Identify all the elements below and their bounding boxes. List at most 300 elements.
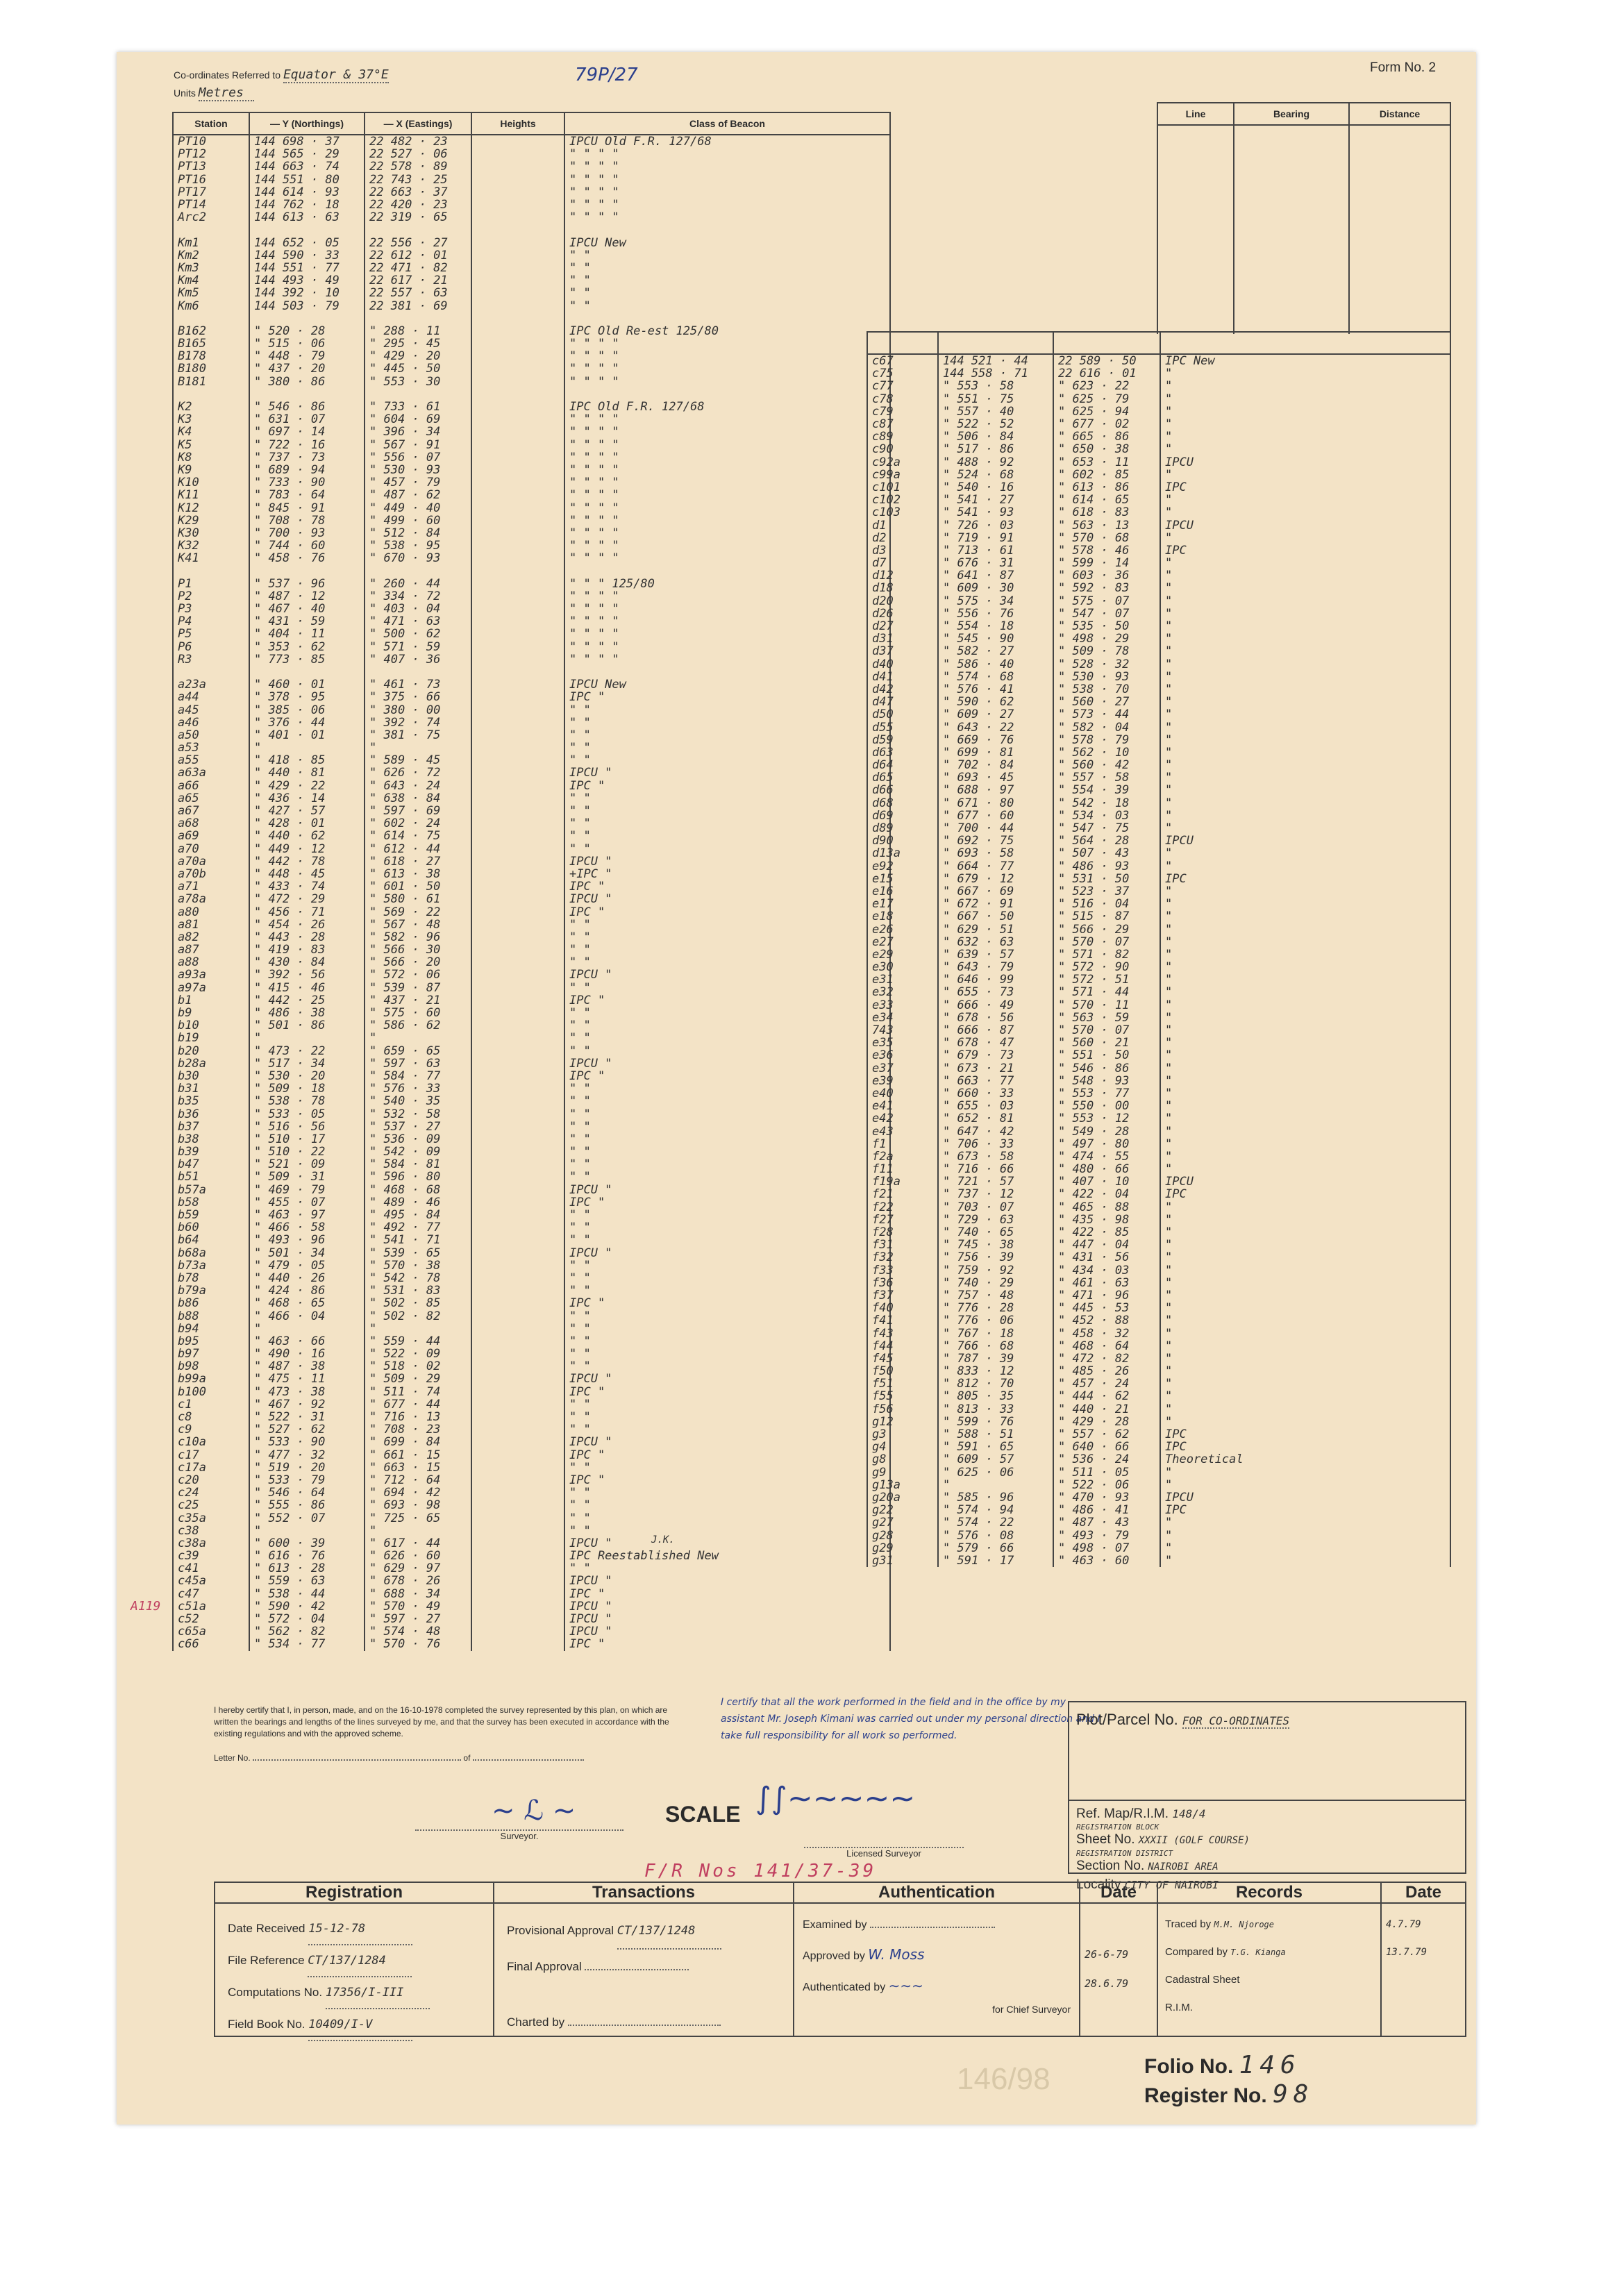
height-cell bbox=[471, 1335, 564, 1348]
station-cell: b97 bbox=[173, 1348, 249, 1360]
northing-cell: " 833 · 12 bbox=[938, 1365, 1053, 1377]
table-row bbox=[867, 1542, 1450, 1555]
height-cell bbox=[471, 174, 564, 186]
height-cell bbox=[471, 135, 564, 148]
height-cell bbox=[471, 666, 564, 678]
easting-cell: " 665 · 86 bbox=[1053, 430, 1160, 443]
northing-cell bbox=[249, 388, 365, 401]
northing-cell: " 501 · 34 bbox=[249, 1247, 365, 1259]
station-cell: P1 bbox=[173, 578, 249, 590]
easting-cell: " 422 · 85 bbox=[1053, 1226, 1160, 1239]
northing-cell: " 524 · 68 bbox=[938, 469, 1053, 481]
provisional-label: Provisional Approval bbox=[507, 1924, 614, 1937]
provisional-value: CT/137/1248 bbox=[617, 1913, 721, 1950]
beacon-class-cell: " " " " bbox=[564, 489, 890, 501]
fr-note: F/R Nos 141/37-39 bbox=[644, 1861, 877, 1882]
beacon-class-cell: IPCU " bbox=[564, 1247, 890, 1259]
easting-cell: " 566 · 30 bbox=[365, 944, 471, 956]
station-cell: PT12 bbox=[173, 148, 249, 160]
table-row bbox=[867, 759, 1450, 771]
easting-cell: " 670 · 93 bbox=[365, 552, 471, 564]
table-row bbox=[867, 532, 1450, 544]
northing-cell: " 546 · 86 bbox=[249, 401, 365, 413]
table-row bbox=[173, 211, 890, 224]
northing-cell: " 693 · 58 bbox=[938, 847, 1053, 860]
beacon-class-cell: " bbox=[1160, 569, 1450, 582]
height-cell bbox=[471, 919, 564, 931]
surveyor-signature-line bbox=[415, 1829, 623, 1841]
beacon-class-cell: " bbox=[1160, 771, 1450, 784]
station-cell: d20 bbox=[867, 595, 938, 607]
table-row bbox=[173, 1525, 890, 1537]
northing-cell: " 576 · 08 bbox=[938, 1529, 1053, 1541]
station-cell bbox=[173, 666, 249, 678]
northing-cell: " 469 · 79 bbox=[249, 1184, 365, 1196]
station-cell: c25 bbox=[173, 1499, 249, 1511]
beacon-class-cell: " " bbox=[564, 982, 890, 994]
table-row bbox=[867, 1555, 1450, 1567]
station-cell: K3 bbox=[173, 413, 249, 426]
northing-cell: " 378 · 95 bbox=[249, 691, 365, 703]
northing-cell: " 574 · 68 bbox=[938, 671, 1053, 683]
easting-cell: " 688 · 34 bbox=[365, 1588, 471, 1600]
easting-cell: 22 578 · 89 bbox=[365, 160, 471, 173]
station-cell: B165 bbox=[173, 337, 249, 350]
beacon-class-cell: " bbox=[1160, 405, 1450, 418]
table-row bbox=[173, 729, 890, 741]
easting-cell: " 548 · 93 bbox=[1053, 1075, 1160, 1087]
station-cell: d13a bbox=[867, 847, 938, 860]
easting-cell: " bbox=[365, 1032, 471, 1044]
northing-cell: " 534 · 77 bbox=[249, 1638, 365, 1650]
table-row bbox=[867, 1289, 1450, 1302]
northing-cell: " 553 · 58 bbox=[938, 380, 1053, 392]
table-row bbox=[867, 961, 1450, 973]
table-row bbox=[867, 1201, 1450, 1214]
northing-cell: " 443 · 28 bbox=[249, 931, 365, 944]
table-row bbox=[867, 1327, 1450, 1339]
beacon-class-cell: " bbox=[1160, 1302, 1450, 1314]
beacon-class-cell: " bbox=[1160, 1264, 1450, 1277]
northing-cell: " 672 · 91 bbox=[938, 898, 1053, 910]
northing-cell: " 740 · 29 bbox=[938, 1277, 1053, 1289]
beacon-class-cell: " bbox=[1160, 923, 1450, 935]
locality-value: CITY OF NAIROBI bbox=[1124, 1879, 1219, 1891]
northing-cell: " 591 · 17 bbox=[938, 1555, 1053, 1567]
authentication-title: Authentication bbox=[794, 1883, 1079, 1904]
northing-cell: " 419 · 83 bbox=[249, 944, 365, 956]
northing-cell: " 449 · 12 bbox=[249, 843, 365, 855]
easting-cell: " 694 · 42 bbox=[365, 1486, 471, 1499]
reg-block-label: REGISTRATION BLOCK bbox=[1076, 1822, 1160, 1832]
coordinates-table-left bbox=[172, 112, 891, 1651]
records-title: Records bbox=[1158, 1883, 1380, 1904]
station-cell: d66 bbox=[867, 784, 938, 796]
table-row bbox=[173, 919, 890, 931]
station-cell: c103 bbox=[867, 506, 938, 519]
beacon-class-cell: " " bbox=[564, 1095, 890, 1107]
table-row bbox=[173, 148, 890, 160]
table-row bbox=[173, 401, 890, 413]
register-value: 98 bbox=[1273, 2080, 1314, 2109]
station-cell: PT16 bbox=[173, 174, 249, 186]
table-row bbox=[867, 1112, 1450, 1125]
easting-cell: " 537 · 27 bbox=[365, 1121, 471, 1133]
northing-cell: " 517 · 34 bbox=[249, 1057, 365, 1070]
table-row bbox=[173, 717, 890, 729]
easting-cell: " 578 · 46 bbox=[1053, 544, 1160, 557]
easting-cell: " 571 · 44 bbox=[1053, 986, 1160, 998]
beacon-class-cell: " " bbox=[564, 754, 890, 766]
units-value: Metres bbox=[199, 85, 254, 101]
col-northings: — Y (Northings) bbox=[249, 112, 365, 135]
northing-cell: " 466 · 04 bbox=[249, 1309, 365, 1322]
station-cell: c41 bbox=[173, 1562, 249, 1575]
station-cell: g3 bbox=[867, 1428, 938, 1441]
table-row bbox=[173, 174, 890, 186]
easting-cell bbox=[365, 224, 471, 236]
station-cell: c10a bbox=[173, 1436, 249, 1448]
table-row bbox=[867, 923, 1450, 935]
easting-cell: " 575 · 07 bbox=[1053, 595, 1160, 607]
table-row bbox=[867, 1214, 1450, 1226]
table-row bbox=[867, 544, 1450, 557]
height-cell bbox=[471, 237, 564, 249]
beacon-class-cell: " bbox=[1160, 1037, 1450, 1049]
height-cell bbox=[471, 1247, 564, 1259]
surveyor-label: Surveyor. bbox=[500, 1831, 539, 1841]
height-cell bbox=[471, 1309, 564, 1322]
northing-cell: " 522 · 31 bbox=[249, 1411, 365, 1423]
station-cell: d12 bbox=[867, 569, 938, 582]
station-cell: K9 bbox=[173, 464, 249, 476]
northing-cell: " 677 · 60 bbox=[938, 810, 1053, 822]
height-cell bbox=[471, 1348, 564, 1360]
licensed-surveyor-label: Licensed Surveyor bbox=[846, 1848, 921, 1859]
northing-cell: " 538 · 78 bbox=[249, 1095, 365, 1107]
station-cell: g31 bbox=[867, 1555, 938, 1567]
beacon-class-cell: " " bbox=[564, 1360, 890, 1373]
northing-cell: " 493 · 96 bbox=[249, 1234, 365, 1246]
easting-cell: " 396 · 34 bbox=[365, 426, 471, 438]
northing-cell: " 510 · 22 bbox=[249, 1146, 365, 1158]
northing-cell: " 477 · 32 bbox=[249, 1449, 365, 1461]
beacon-class-cell: " bbox=[1160, 936, 1450, 948]
easting-cell: " 712 · 64 bbox=[365, 1474, 471, 1486]
station-cell: d37 bbox=[867, 645, 938, 657]
easting-cell: " 434 · 03 bbox=[1053, 1264, 1160, 1277]
station-cell: c51a bbox=[173, 1600, 249, 1613]
station-cell: P2 bbox=[173, 590, 249, 603]
northing-cell: " 722 · 16 bbox=[249, 439, 365, 451]
easting-cell: " 617 · 44 bbox=[365, 1537, 471, 1550]
table-row bbox=[173, 413, 890, 426]
northing-cell: " 515 · 06 bbox=[249, 337, 365, 350]
easting-cell: 22 319 · 65 bbox=[365, 211, 471, 224]
beacon-class-cell: " " bbox=[564, 1423, 890, 1436]
beacon-class-cell: " bbox=[1160, 898, 1450, 910]
northing-cell: " 458 · 76 bbox=[249, 552, 365, 564]
table-row bbox=[173, 1550, 890, 1562]
height-cell bbox=[471, 603, 564, 615]
northing-cell: 144 558 · 71 bbox=[938, 367, 1053, 380]
beacon-class-cell: " " bbox=[564, 299, 890, 312]
licensed-signature: ∫∫∼∼∼∼∼ bbox=[755, 1781, 916, 1816]
northing-cell: " 501 · 86 bbox=[249, 1019, 365, 1032]
easting-cell: " 471 · 63 bbox=[365, 615, 471, 628]
beacon-class-cell: " " bbox=[564, 1121, 890, 1133]
height-cell bbox=[471, 274, 564, 287]
station-cell: a46 bbox=[173, 717, 249, 729]
table-row bbox=[173, 464, 890, 476]
height-cell bbox=[471, 401, 564, 413]
register-label: Register No. bbox=[1144, 2084, 1267, 2107]
beacon-class-cell: IPCU " bbox=[564, 1600, 890, 1613]
easting-cell: " 440 · 21 bbox=[1053, 1403, 1160, 1416]
table-row bbox=[867, 494, 1450, 506]
easting-cell: " 534 · 03 bbox=[1053, 810, 1160, 822]
table-row bbox=[173, 1234, 890, 1246]
table-row bbox=[173, 830, 890, 842]
beacon-class-cell bbox=[564, 666, 890, 678]
height-cell bbox=[471, 905, 564, 918]
station-cell: e29 bbox=[867, 948, 938, 961]
table-row bbox=[173, 1121, 890, 1133]
station-cell: PT10 bbox=[173, 135, 249, 148]
northing-cell: " 562 · 82 bbox=[249, 1625, 365, 1638]
northing-cell: " 783 · 64 bbox=[249, 489, 365, 501]
beacon-class-cell: " bbox=[1160, 582, 1450, 594]
table-row bbox=[867, 1529, 1450, 1541]
height-cell bbox=[471, 893, 564, 905]
northing-cell: " 401 · 01 bbox=[249, 729, 365, 741]
table-row bbox=[173, 1398, 890, 1411]
northing-cell: " 436 · 14 bbox=[249, 792, 365, 805]
northing-cell: " bbox=[938, 1479, 1053, 1491]
table-row bbox=[173, 362, 890, 375]
height-cell bbox=[471, 1019, 564, 1032]
station-cell: e42 bbox=[867, 1112, 938, 1125]
station-cell: c8 bbox=[173, 1411, 249, 1423]
table-row bbox=[867, 1150, 1450, 1163]
northing-cell: " 787 · 39 bbox=[938, 1352, 1053, 1365]
station-cell: e15 bbox=[867, 873, 938, 885]
northing-cell: " 719 · 91 bbox=[938, 532, 1053, 544]
easting-cell: " 457 · 24 bbox=[1053, 1377, 1160, 1390]
beacon-class-cell: " bbox=[1160, 658, 1450, 671]
height-cell bbox=[471, 1600, 564, 1613]
station-cell: d89 bbox=[867, 822, 938, 835]
height-cell bbox=[471, 224, 564, 236]
table-row bbox=[867, 1062, 1450, 1075]
northing-cell: " 643 · 79 bbox=[938, 961, 1053, 973]
northing-cell: " 692 · 75 bbox=[938, 835, 1053, 847]
table-row bbox=[173, 1272, 890, 1284]
station-cell: d65 bbox=[867, 771, 938, 784]
northing-cell: " 467 · 40 bbox=[249, 603, 365, 615]
easting-cell: " 381 · 75 bbox=[365, 729, 471, 741]
northing-cell: " 473 · 22 bbox=[249, 1045, 365, 1057]
station-cell: f21 bbox=[867, 1188, 938, 1200]
coords-value: Equator & 37°E bbox=[283, 67, 389, 82]
station-cell: a69 bbox=[173, 830, 249, 842]
station-cell: c17a bbox=[173, 1461, 249, 1474]
file-ref-label: File Reference bbox=[228, 1954, 305, 1967]
beacon-class-cell: IPC bbox=[1160, 1188, 1450, 1200]
table-row bbox=[867, 1340, 1450, 1352]
northing-cell: " 671 · 80 bbox=[938, 797, 1053, 810]
northing-cell: 144 551 · 77 bbox=[249, 262, 365, 274]
easting-cell: " 468 · 64 bbox=[1053, 1340, 1160, 1352]
northing-cell: " 679 · 12 bbox=[938, 873, 1053, 885]
northing-cell: " 455 · 07 bbox=[249, 1196, 365, 1209]
station-cell: Arc2 bbox=[173, 211, 249, 224]
northing-cell: " 440 · 81 bbox=[249, 766, 365, 779]
beacon-class-cell: " bbox=[1160, 1365, 1450, 1377]
northing-cell: " 487 · 38 bbox=[249, 1360, 365, 1373]
northing-cell: " 700 · 44 bbox=[938, 822, 1053, 835]
station-cell: Km5 bbox=[173, 287, 249, 299]
ref-note: 79P/27 bbox=[575, 65, 638, 85]
station-cell: f44 bbox=[867, 1340, 938, 1352]
table-row bbox=[173, 1638, 890, 1650]
station-cell: d64 bbox=[867, 759, 938, 771]
station-cell: d90 bbox=[867, 835, 938, 847]
easting-cell: " 570 · 68 bbox=[1053, 532, 1160, 544]
table-row bbox=[173, 1107, 890, 1120]
station-cell: b39 bbox=[173, 1146, 249, 1158]
northing-cell: " 647 · 42 bbox=[938, 1125, 1053, 1137]
station-cell: K4 bbox=[173, 426, 249, 438]
northing-cell: " 631 · 07 bbox=[249, 413, 365, 426]
table-row bbox=[173, 666, 890, 678]
easting-cell: 22 527 · 06 bbox=[365, 148, 471, 160]
height-cell bbox=[471, 299, 564, 312]
easting-cell: " 570 · 38 bbox=[365, 1259, 471, 1272]
table-row bbox=[173, 1284, 890, 1297]
station-cell: d63 bbox=[867, 746, 938, 759]
beacon-class-cell: " bbox=[1160, 1100, 1450, 1112]
northing-cell: " 590 · 62 bbox=[938, 696, 1053, 708]
easting-cell: " 522 · 09 bbox=[365, 1348, 471, 1360]
beacon-class-cell: " bbox=[1160, 696, 1450, 708]
beacon-class-cell: " " bbox=[564, 1209, 890, 1221]
northing-cell: " 812 · 70 bbox=[938, 1377, 1053, 1390]
beacon-class-cell: " bbox=[1160, 1529, 1450, 1541]
authentication-section bbox=[794, 1883, 1080, 2036]
easting-cell: " 486 · 41 bbox=[1053, 1504, 1160, 1516]
station-cell: K2 bbox=[173, 401, 249, 413]
northing-cell: " 559 · 63 bbox=[249, 1575, 365, 1587]
table-row bbox=[867, 582, 1450, 594]
easting-cell: " 509 · 78 bbox=[1053, 645, 1160, 657]
beacon-class-cell: IPC " bbox=[564, 1196, 890, 1209]
easting-cell: " 677 · 02 bbox=[1053, 418, 1160, 430]
height-cell bbox=[471, 439, 564, 451]
northing-cell: " 759 · 92 bbox=[938, 1264, 1053, 1277]
station-cell: b30 bbox=[173, 1070, 249, 1082]
station-cell: b31 bbox=[173, 1082, 249, 1095]
northing-cell bbox=[249, 666, 365, 678]
cadastral-label: Cadastral Sheet bbox=[1165, 1974, 1240, 1986]
station-cell: d42 bbox=[867, 683, 938, 696]
final-label: Final Approval bbox=[507, 1960, 582, 1973]
northing-cell: " 467 · 92 bbox=[249, 1398, 365, 1411]
easting-cell: " 531 · 83 bbox=[365, 1284, 471, 1297]
col-heights: Heights bbox=[471, 112, 564, 135]
station-cell: K32 bbox=[173, 539, 249, 552]
station-cell: b10 bbox=[173, 1019, 249, 1032]
height-cell bbox=[471, 994, 564, 1007]
station-cell: a63a bbox=[173, 766, 249, 779]
table-row bbox=[173, 325, 890, 337]
northing-cell: " 669 · 76 bbox=[938, 734, 1053, 746]
easting-cell: 22 589 · 50 bbox=[1053, 354, 1160, 367]
easting-cell: " 532 · 58 bbox=[365, 1107, 471, 1120]
easting-cell: " 540 · 35 bbox=[365, 1095, 471, 1107]
easting-cell: " 733 · 61 bbox=[365, 401, 471, 413]
beacon-class-cell: " bbox=[1160, 367, 1450, 380]
beacon-class-cell: " " bbox=[564, 931, 890, 944]
table-row bbox=[173, 1575, 890, 1587]
table-row bbox=[173, 628, 890, 640]
easting-cell: " 511 · 74 bbox=[365, 1386, 471, 1398]
northing-cell: " 509 · 18 bbox=[249, 1082, 365, 1095]
station-cell: f32 bbox=[867, 1251, 938, 1264]
easting-cell: " 613 · 86 bbox=[1053, 481, 1160, 494]
northing-cell: " 456 · 71 bbox=[249, 905, 365, 918]
easting-cell: " 542 · 78 bbox=[365, 1272, 471, 1284]
station-cell: c101 bbox=[867, 481, 938, 494]
beacon-class-cell: " " bbox=[564, 1499, 890, 1511]
table-row bbox=[867, 1504, 1450, 1516]
easting-cell: " 614 · 75 bbox=[365, 830, 471, 842]
beacon-class-cell: " " bbox=[564, 1323, 890, 1335]
easting-cell: " 569 · 22 bbox=[365, 905, 471, 918]
station-cell: d41 bbox=[867, 671, 938, 683]
beacon-class-cell: IPCU " bbox=[564, 893, 890, 905]
beacon-class-cell: IPCU bbox=[1160, 1175, 1450, 1188]
northing-cell: " 551 · 75 bbox=[938, 393, 1053, 405]
beacon-class-cell: IPCU New bbox=[564, 678, 890, 691]
table-row bbox=[867, 746, 1450, 759]
scale-label: SCALE bbox=[665, 1802, 741, 1827]
northing-cell: " 766 · 68 bbox=[938, 1340, 1053, 1352]
northing-cell: 144 698 · 37 bbox=[249, 135, 365, 148]
beacon-class-cell: " bbox=[1160, 595, 1450, 607]
beacon-class-cell: IPC Reestablished New bbox=[564, 1550, 890, 1562]
northing-cell: " 537 · 96 bbox=[249, 578, 365, 590]
table-row bbox=[867, 1314, 1450, 1327]
charted-label: Charted by bbox=[507, 2016, 565, 2029]
beacon-class-cell: " bbox=[1160, 1542, 1450, 1555]
table-row bbox=[867, 393, 1450, 405]
table-row bbox=[173, 1133, 890, 1146]
height-cell bbox=[471, 362, 564, 375]
station-cell: K8 bbox=[173, 451, 249, 464]
northing-cell: " 404 · 11 bbox=[249, 628, 365, 640]
station-cell: K10 bbox=[173, 476, 249, 489]
station-cell: d55 bbox=[867, 721, 938, 733]
beacon-class-cell: IPC " bbox=[564, 1638, 890, 1650]
table-row bbox=[173, 564, 890, 577]
easting-cell: " 471 · 96 bbox=[1053, 1289, 1160, 1302]
easting-cell: " bbox=[365, 1525, 471, 1537]
table-row bbox=[173, 1613, 890, 1625]
table-row bbox=[173, 641, 890, 653]
station-cell: c87 bbox=[867, 418, 938, 430]
table-row bbox=[867, 620, 1450, 632]
